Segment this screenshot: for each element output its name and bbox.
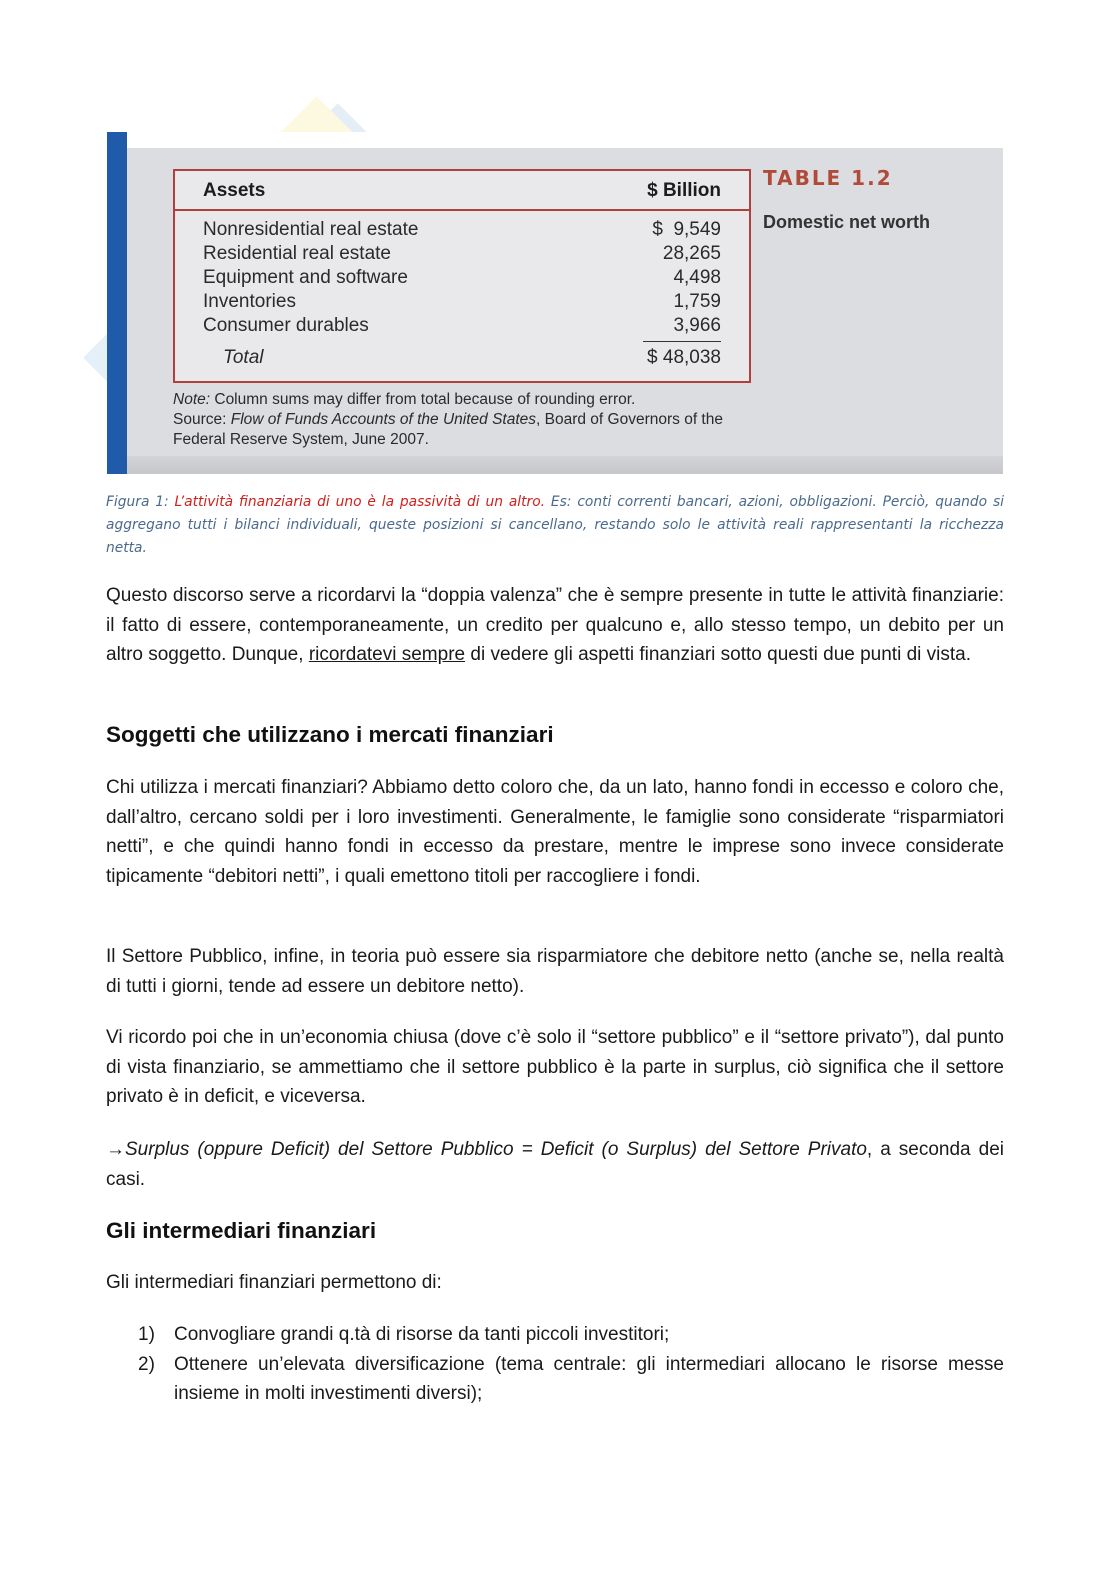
arrow-icon: →	[106, 1139, 125, 1160]
para5-rest: , a seconda dei casi.	[106, 1139, 1004, 1190]
table-total-row	[175, 347, 749, 371]
table-header	[175, 171, 749, 211]
row-label: Nonresidential real estate	[203, 219, 419, 240]
list-item	[106, 1350, 1004, 1409]
paragraph: Gli intermediari finanziari permettono di:	[106, 1272, 442, 1293]
row-value: 4,498	[673, 267, 721, 288]
table-row	[175, 291, 749, 315]
figure-accent-bar	[107, 132, 127, 474]
list-number: 1)	[138, 1324, 155, 1345]
list-text: Ottenere un’elevata diversificazione (tema centrale: gli intermediari allocano le risorse messe insieme in molti investimenti diversi);	[174, 1353, 1004, 1404]
total-value: $ 48,038	[647, 347, 721, 368]
table-subtitle: Domestic net worth	[763, 212, 931, 232]
row-label: Equipment and software	[203, 267, 408, 288]
table-row	[175, 219, 749, 243]
paragraph	[106, 1135, 1004, 1194]
paragraph: Chi utilizza i mercati finanziari? Abbiamo detto coloro che, da un lato, hanno fondi in eccesso e coloro che, dall’altro, cercano soldi per i loro investimenti. Generalmente, le famiglie sono considerate “risparmiatori netti”, e che quindi hanno fondi in eccesso da prestare, mentre le imprese sono invece considerate tipicamente “debitori netti”, i quali emettono titoli per raccogliere i fondi.	[106, 777, 1004, 887]
caption-prefix: Figura 1:	[106, 494, 175, 510]
row-value: 28,265	[662, 243, 721, 264]
list-text: Convogliare grandi q.tà di risorse da tanti piccoli investitori;	[174, 1324, 670, 1345]
row-value: $ 9,549	[652, 219, 721, 240]
table-note	[173, 390, 773, 450]
row-value: 3,966	[673, 315, 721, 336]
list-number: 2)	[138, 1353, 155, 1375]
row-label: Residential real estate	[203, 243, 391, 264]
source-rest: , Board of Governors of the Federal Reserve System, June 2007.	[173, 411, 723, 448]
figure-caption	[106, 491, 1004, 560]
paragraph: Il Settore Pubblico, infine, in teoria può essere sia risparmiatore che debitore netto (anche se, nella realtà di tutti i giorni, tende ad essere un debitore netto).	[106, 946, 1004, 997]
source-label: Source:	[173, 411, 227, 428]
source-title: Flow of Funds Accounts of the United States	[230, 411, 537, 428]
header-assets: Assets	[203, 180, 266, 201]
numbered-list	[106, 1320, 1004, 1409]
paragraph	[106, 581, 1004, 670]
section-heading: Gli intermediari finanziari	[106, 1218, 377, 1243]
table-row	[175, 315, 749, 339]
row-label: Consumer durables	[203, 315, 369, 336]
caption-highlight: L’attività finanziaria di uno è la passività di un altro.	[174, 494, 546, 510]
table-title: TABLE 1.2	[763, 166, 893, 190]
para1-before: Questo discorso serve a ricordarvi la “doppia valenza” che è sempre presente in tutte le attività finanziarie: il fatto di essere, contemporaneamente, un credito per qualcuno e, allo stesso tempo, un debito per un altro soggetto. Dunque,	[106, 585, 1004, 665]
row-value: 1,759	[673, 291, 721, 312]
para5-italic: Surplus (oppure Deficit) del Settore Pubblico = Deficit (o Surplus) del Settore Privato	[125, 1139, 867, 1160]
para1-after: di vedere gli aspetti finanziari sotto questi due punti di vista.	[465, 644, 971, 665]
sum-divider	[643, 341, 721, 342]
note-label: Note:	[173, 391, 211, 408]
total-label: Total	[223, 347, 264, 368]
caption-rest: Es: conti correnti bancari, azioni, obbligazioni. Perciò, quando si aggregano tutti i bilanci individuali, queste posizioni si cancellano, restando solo le attività reali rappresentanti la ricchezza netta.	[106, 494, 1004, 556]
list-item	[106, 1320, 1004, 1350]
table-figure	[107, 132, 1003, 474]
para1-underlined: ricordatevi sempre	[308, 644, 466, 665]
paragraph: Vi ricordo poi che in un’economia chiusa (dove c’è solo il “settore pubblico” e il “settore privato”), dal punto di vista finanziario, se ammettiamo che il settore pubblico è la parte in surplus, ciò significa che il settore privato è in deficit, e viceversa.	[106, 1027, 1004, 1107]
net-worth-table	[173, 169, 751, 383]
table-row	[175, 243, 749, 267]
note-text: Column sums may differ from total because of rounding error.	[210, 391, 636, 408]
header-billion: $ Billion	[647, 180, 721, 201]
row-label: Inventories	[203, 291, 296, 312]
section-heading: Soggetti che utilizzano i mercati finanziari	[106, 722, 554, 747]
table-row	[175, 267, 749, 291]
